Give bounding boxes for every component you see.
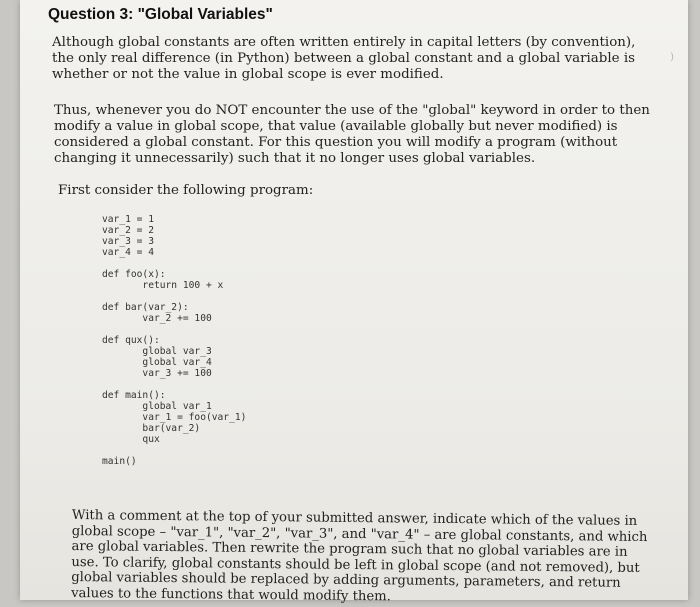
margin-mark: ) <box>670 52 674 63</box>
question-title: Question 3: "Global Variables" <box>48 6 273 23</box>
program-intro: First consider the following program: <box>58 183 314 198</box>
code-listing: var_1 = 1 var_2 = 2 var_3 = 3 var_4 = 4 def foo(x): return 100 + x def bar(var_2): var_2 += 100 def qux(): global var_3 global var_4 var_3 += 100 def main(): global var_1 var_1 = foo(var_1) bar(var_2) qux main() <box>102 214 247 467</box>
question-page <box>20 0 688 604</box>
paragraph-global-constants: Although global constants are often written entirely in capital letters (by convention), the only real difference (in Python) between a global constant and a global variable is whether or not the value in global scope is ever modified. <box>52 35 636 82</box>
instructions-paragraph: With a comment at the top of your submitted answer, indicate which of the values in global scope – "var_1", "var_2", "var_3", and "var_4" – are global constants, and which are global variables. Then rewrite the program such that no global variables are in use. To clarify, global constants should be left in global scope (and not removed), but global variables should be replaced by adding arguments, parameters, and return values to the functions that would modify them. <box>71 508 648 604</box>
paragraph-global-keyword: Thus, whenever you do NOT encounter the use of the "global" keyword in order to then modify a value in global scope, that value (available globally but never modified) is considered a global constant. For this question you will modify a program (without changing it unnecessarily) such that it no longer uses global variables. <box>54 103 650 166</box>
